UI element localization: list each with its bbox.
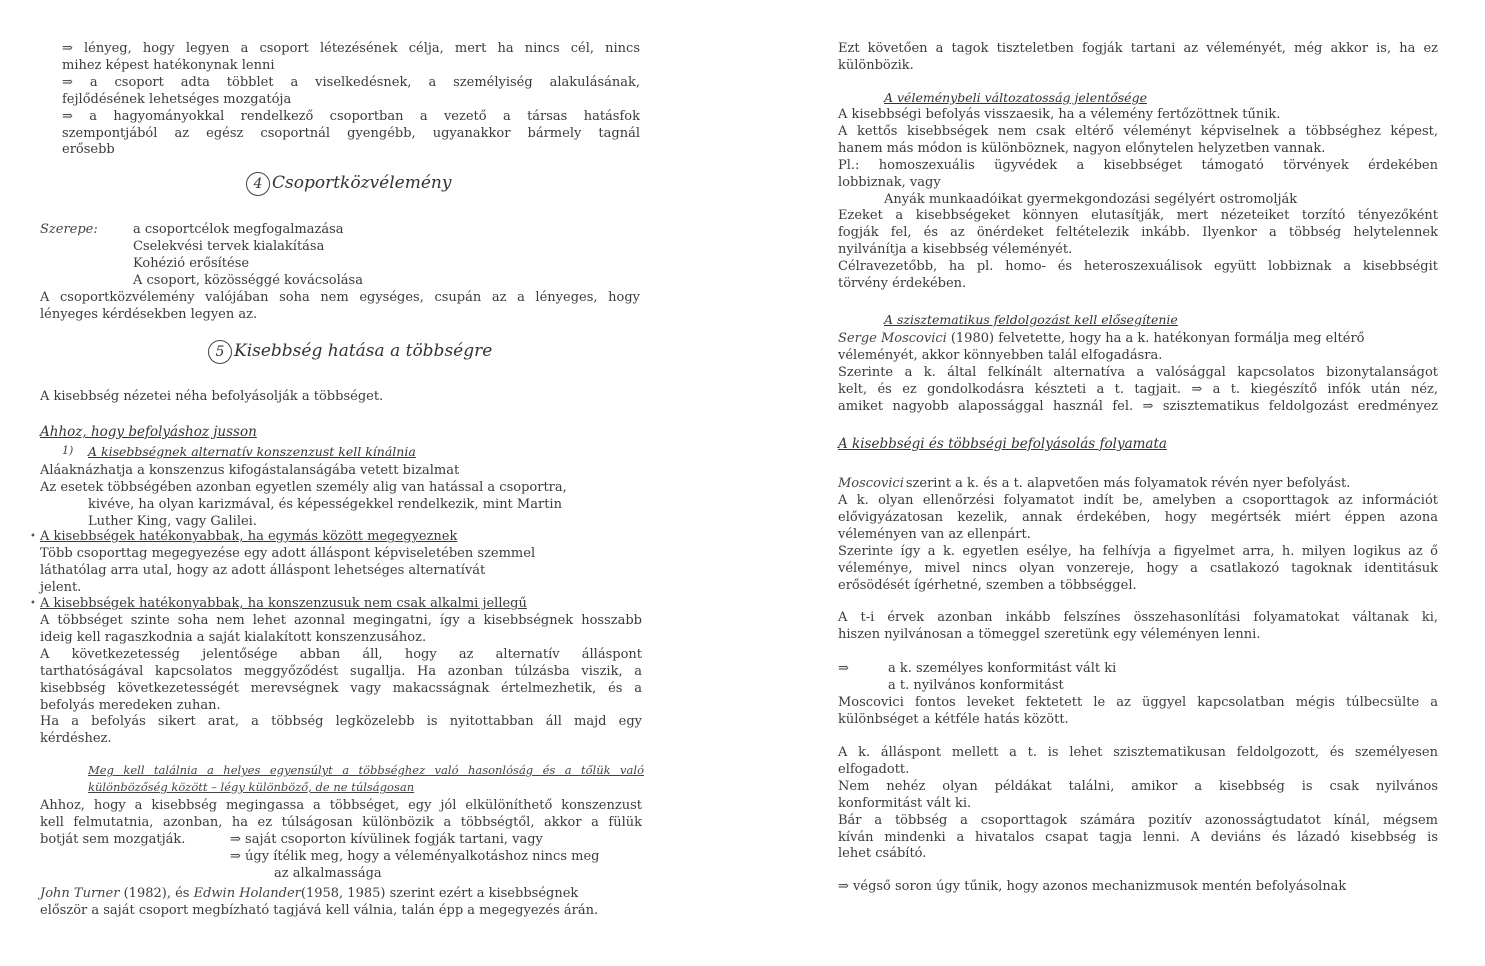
- szerepe-list: [133, 222, 363, 290]
- text-line: nyilvánítja a kisebbség véleményét.: [838, 242, 1073, 258]
- text-line: ⇒ lényeg, hogy legyen a csoport létezésének célja, mert ha nincs cél, nincs: [62, 41, 640, 56]
- text-line: Aláaknázhatja a konszenzus kifogástalanságába vetett bizalmat: [40, 463, 460, 478]
- text-line: fogják fel, és az önérdeket feltételezik inkább. Ilyenkor a többség helytelennek: [838, 225, 1438, 241]
- text-line: Célravezetőbb, ha pl. homo- és heteroszexuálisok együtt lobbiznak a kisebbségit: [838, 259, 1438, 275]
- text-run: (1958, 1985) szerint ezért a kisebbségnek: [300, 886, 579, 901]
- text-line: kelt, és ez gondolkodásra készteti a t. tagjait. ⇒ a t. kiegészítő infók után néz,: [838, 381, 1438, 397]
- heading-csoportkozvelemeny: [246, 172, 451, 196]
- ahhoz-heading: Ahhoz, hogy befolyáshoz jusson: [40, 424, 257, 440]
- text-line: amiket nagyobb alapossággal használ fel. ⇒ szisztematikus feldolgozást eredményez: [838, 398, 1438, 414]
- text-run: (1980) felvetette, hogy ha a k. hatékonyan formálja meg eltérő: [950, 331, 1365, 346]
- text-line: hanem más módon is különböznek, nagyon előnytelen helyzetben vannak.: [838, 140, 1326, 156]
- text-line: Ezeket a kisebbségeket könnyen elutasítják, mert nézeteiket torzító tényezőként: [838, 208, 1438, 224]
- text-line: ⇒ úgy ítélik meg, hogy a véleményalkotáshoz nincs meg: [230, 848, 600, 864]
- text-line: A csoportközvélemény valójában soha nem egységes, csupán az a lényeges, hogy: [40, 290, 640, 305]
- list-item: a csoportcélok megfogalmazása: [133, 222, 344, 237]
- text-line: kell felmutatnia, azonban, ha ez túlságosan különbözik a többségtől, akkor a fülük: [40, 814, 642, 830]
- text-line: lobbiznak, vagy: [838, 174, 941, 190]
- arrow-list: [230, 832, 599, 883]
- block-szerinte: [838, 348, 1438, 416]
- text-line: kérdéshez.: [40, 731, 112, 747]
- text-line: Az esetek többségében azonban egyetlen személy alig van hatással a csoportra,: [40, 479, 567, 495]
- szerepe-label: Szerepe:: [40, 222, 98, 237]
- text-line: Szerinte így a k. egyetlen esélye, ha felhívja a figyelmet arra, h. milyen logikus az ő: [838, 543, 1438, 559]
- block-tobb-csoporttag: [40, 546, 535, 597]
- handwritten-note: [88, 762, 644, 796]
- text-line: A következetesség jelentősége abban áll, hogy az alternatív álláspont: [40, 646, 642, 662]
- heading-number: 5: [208, 340, 232, 364]
- block-ellenorzesi: [838, 493, 1438, 594]
- text-line: tarthatóságával kapcsolatos meggyőződést sugallja. Ha azonban túlzásba viszik, a: [40, 663, 642, 679]
- list-item: Cselekvési tervek kialakítása: [133, 238, 325, 254]
- text-line: kíván mindenki a hivatalos csapat tagja lenni. A deviáns és lázadó kisebbség is: [838, 829, 1438, 845]
- turner-line: [40, 886, 578, 903]
- text-line: konformitást vált ki.: [838, 795, 972, 811]
- bullet-alkalmi-jellegu: A kisebbségek hatékonyabbak, ha konszenzusuk nem csak alkalmi jellegű: [40, 596, 527, 611]
- text-line: A k. olyan ellenőrzési folyamatot indít be, amelyben a csoporttagok az információt: [838, 493, 1438, 508]
- text-line: A t-i érvek azonban inkább felszínes összehasonlítási folyamatokat váltanak ki,: [838, 610, 1438, 625]
- text-line: A kettős kisebbségek nem csak eltérő véleményt képviselnek a többséghez képest,: [838, 123, 1438, 139]
- text-line: kisebbség következetességét merevségnek vagy makacsságnak értelmezhetik, és a: [40, 680, 642, 696]
- text-line: a k. személyes konformitást vált ki: [888, 661, 1117, 676]
- conformity-list: [888, 661, 1116, 695]
- text-line: Több csoporttag megegyezése egy adott álláspont képviseletében szemmel: [40, 546, 536, 561]
- text-line: mihez képest hatékonynak lenni: [62, 57, 275, 73]
- block-allaspont: [838, 745, 1438, 863]
- text-line: kivéve, ha olyan karizmával, és képességekkel rendelkezik, mint Martin: [88, 496, 562, 512]
- heading-number: 4: [246, 172, 270, 196]
- text-line: véleményen van az ellenpárt.: [838, 526, 1031, 542]
- list-item: A csoport, közösséggé kovácsolása: [133, 272, 363, 288]
- heading-kisebbseg-hatasa: [208, 340, 492, 364]
- text-line: Pl.: homoszexuális ügyvédek a kisebbséget támogató törvények érdekében: [838, 157, 1438, 173]
- block-velemenybeli: [838, 107, 1438, 293]
- text-line: Ezt követően a tagok tiszteletben fogják tartani az véleményét, még akkor is, ha ez: [838, 41, 1438, 56]
- text-line: A többséget szinte soha nem lehet azonnal megingatni, így a kisebbségnek hosszabb: [40, 613, 642, 628]
- text-line: különbséget a kétféle hatás között.: [838, 711, 1069, 727]
- text-line: Nem nehéz olyan példákat találni, amikor a kisebbség is csak nyilvános: [838, 778, 1438, 794]
- text-line: erősödését ígérhetné, szemben a többséggel.: [838, 577, 1137, 593]
- text-line: Bár a többség a csoporttagok számára pozitív azonosságtudatot kínál, mégsem: [838, 812, 1438, 828]
- left-page: [0, 0, 742, 966]
- arrow-label: ⇒: [838, 661, 849, 676]
- text-line: Anyák munkaadóikat gyermekgondozási segélyért ostromolják: [884, 191, 1298, 207]
- text-line: botját sem mozgatják.: [40, 831, 186, 847]
- text-line: fejlődésének lehetséges mozgatója: [62, 91, 292, 107]
- text-line: véleménye, mivel nincs olyan vonzereje, hogy a csatlakozó tagoknak identitásuk: [838, 560, 1438, 576]
- bullet-mark: •: [30, 598, 36, 609]
- text-line: hiszen nyilvánosan a tömeggel szeretünk egy véleményen lenni.: [838, 626, 1261, 642]
- block-tobbseget: [40, 613, 642, 748]
- block-moscovici-fontos: [838, 695, 1438, 729]
- text-line: véleményét, akkor könnyebben talál elfogadásra.: [838, 348, 1163, 363]
- text-line: Ahhoz, hogy a kisebbség megingassa a többséget, egy jól elkülöníthető konszenzust: [40, 798, 642, 813]
- text-line: törvény érdekében.: [838, 276, 967, 292]
- block-ti-ervek: [838, 610, 1438, 644]
- text-line: láthatólag arra utal, hogy az adott álláspont lehetséges alternatívát: [40, 562, 486, 578]
- text-line: az alkalmassága: [274, 865, 382, 881]
- moscovici2-line: [838, 476, 1350, 493]
- text-line: Ha a befolyás sikert arat, a többség legközelebb is nyitottabban áll majd egy: [40, 714, 642, 730]
- sub-heading-valtozatossag: A véleménybeli változatosság jelentősége: [884, 90, 1147, 105]
- sub-heading-folyamata: A kisebbségi és többségi befolyásolás folyamata: [838, 436, 1167, 452]
- text-line: Szerinte a k. által felkínált alternatíva a valósággal kapcsolatos bizonytalanságot: [838, 364, 1438, 380]
- moscovici-line: [838, 331, 1438, 348]
- text-line: ⇒ saját csoporton kívülinek fogják tartani, vagy: [230, 832, 543, 847]
- text-line: ⇒ a csoport adta többlet a viselkedésnek, a személyiség alakulásának,: [62, 74, 640, 90]
- author-name: John Turner: [40, 886, 120, 901]
- author-name: Serge Moscovici: [838, 331, 947, 346]
- sub-heading-szisztematikus: A szisztematikus feldolgozást kell elősegítenie: [884, 312, 1178, 327]
- text-line: befolyás meredeken zuhan.: [40, 697, 221, 713]
- bullet-egymas-kozott: A kisebbségek hatékonyabbak, ha egymás között megegyeznek: [40, 529, 458, 544]
- sub-number: 1): [62, 444, 74, 457]
- sub-heading-alternativ: A kisebbségnek alternatív konszenzust kell kínálnia: [88, 444, 416, 459]
- author-name: Moscovici: [838, 476, 904, 491]
- text-run: szerint a k. és a t. alapvetően más folyamatok révén nyer befolyást.: [905, 476, 1351, 491]
- text-line: jelent.: [40, 579, 82, 595]
- text-line: különbözőség között – légy különböző, de ne túlságosan: [88, 779, 415, 794]
- right-page: [742, 0, 1485, 966]
- right-intro: [838, 41, 1438, 75]
- text-line: ⇒ a hagyományokkal rendelkező csoportban a vezető a társas hatásfok: [62, 108, 640, 124]
- heading-title: Kisebbség hatása a többségre: [234, 341, 493, 361]
- text-line: elfogadott.: [838, 761, 910, 777]
- kisebbseg-intro: A kisebbség nézetei néha befolyásolják a többséget.: [40, 389, 384, 404]
- text-line: a t. nyilvános konformitást: [888, 677, 1064, 693]
- text-line: A k. álláspont mellett a t. is lehet szisztematikusan feldolgozott, és személyesen: [838, 745, 1438, 760]
- text-line: Luther King, vagy Galilei.: [88, 513, 257, 529]
- conclusion-line: ⇒ végső soron úgy tűnik, hogy azonos mechanizmusok mentén befolyásolnak: [838, 879, 1347, 894]
- intro-block: [62, 41, 640, 159]
- text-line: erősebb: [62, 142, 115, 158]
- heading-title: Csoportközvélemény: [272, 173, 452, 193]
- kozvelemeny-paragraph: [40, 290, 640, 324]
- block-alaaknazhatja: [40, 463, 567, 531]
- author-name: Edwin Holander: [193, 886, 301, 901]
- text-line: lehet csábító.: [838, 846, 927, 862]
- bullet-mark: •: [30, 531, 36, 542]
- text-run: (1982), és: [123, 886, 190, 901]
- text-line: szempontjából az egész csoportnál gyengébb, ugyanakkor bármely tagnál: [62, 125, 640, 141]
- text-line: lényeges kérdésekben legyen az.: [40, 306, 258, 322]
- text-line: A kisebbségi befolyás visszaesik, ha a vélemény fertőzöttnek tűnik.: [838, 107, 1281, 122]
- final-line: először a saját csoport megbízható tagjává kell válnia, talán épp a megegyezés árán.: [40, 903, 599, 918]
- list-item: Kohézió erősítése: [133, 255, 250, 271]
- text-line: különbözik.: [838, 57, 914, 73]
- text-line: ideig kell ragaszkodnia a saját kialakított konszenzusához.: [40, 629, 427, 645]
- text-line: Moscovici fontos leveket fektetett le az üggyel kapcsolatban mégis túlbecsülte a: [838, 695, 1438, 710]
- text-line: elővigyázatosan kezelik, annak érdekében, hogy megértsék miért éppen azona: [838, 509, 1438, 525]
- text-line: Meg kell találnia a helyes egyensúlyt a többséghez való hasonlóság és a tőlük való: [88, 763, 644, 777]
